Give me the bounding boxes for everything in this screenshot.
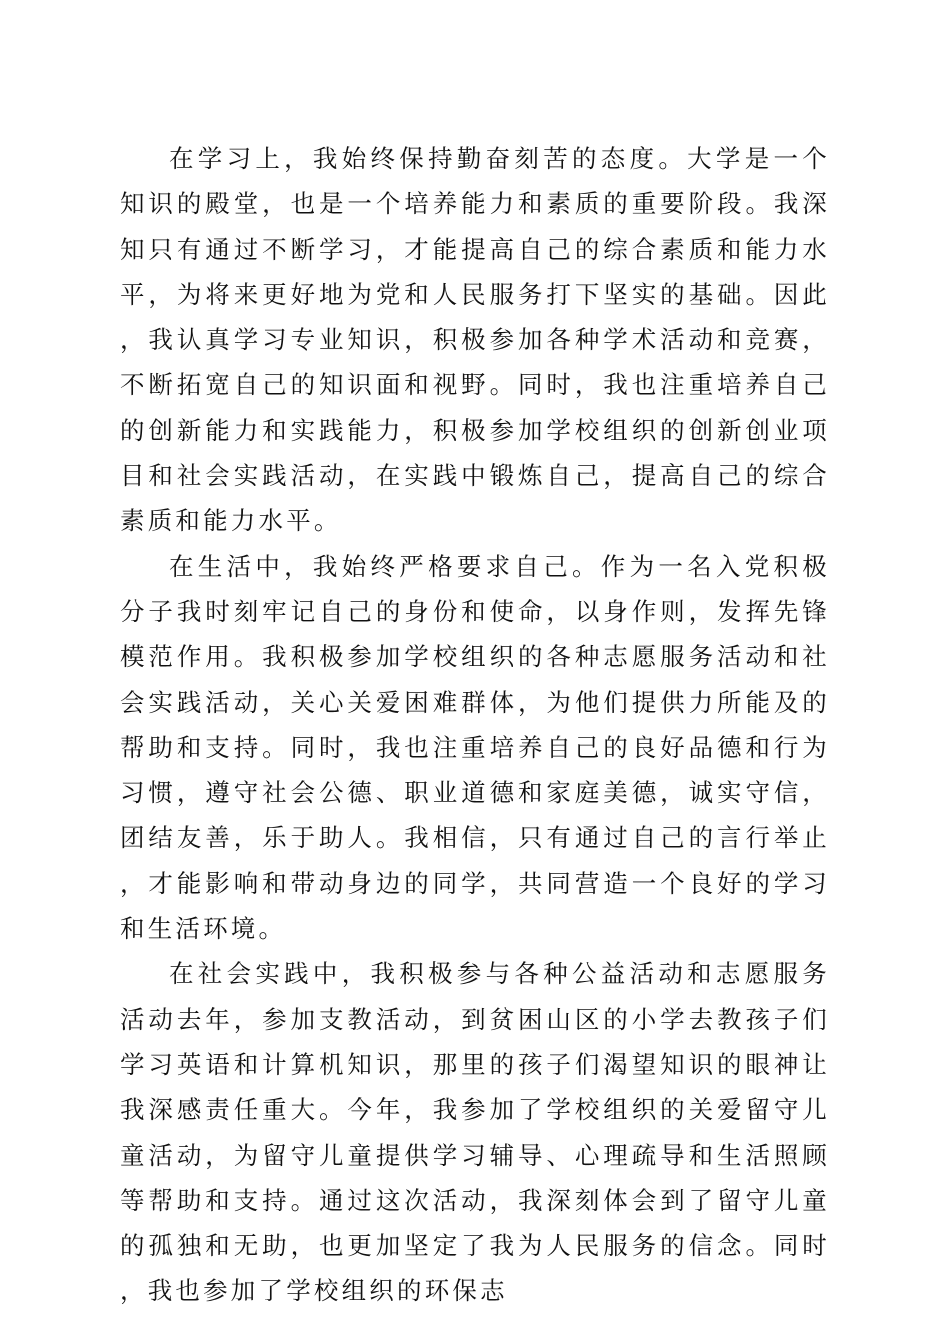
paragraph-life: 在生活中，我始终严格要求自己。作为一名入党积极分子我时刻牢记自己的身份和使命，以身作则，发挥先锋模范作用。我积极参加学校组织的各种志愿服务活动和社会实践活动，关心关爱困难群体，为他们提供力所能及的帮助和支持。同时，我也注重培养自己的良好品德和行为习惯，遵守社会公德、职业道德和家庭美德，诚实守信，团结友善，乐于助人。我相信，只有通过自己的言行举止，才能影响和带动身边的同学，共同营造一个良好的学习和生活环境。 [120, 551, 830, 944]
document-body [120, 136, 830, 1314]
paragraph-study: 在学习上，我始终保持勤奋刻苦的态度。大学是一个知识的殿堂，也是一个培养能力和素质的重要阶段。我深知只有通过不断学习，才能提高自己的综合素质和能力水平，为将来更好地为党和人民服务打下坚实的基础。因此，我认真学习专业知识，积极参加各种学术活动和竞赛，不断拓宽自己的知识面和视野。同时，我也注重培养自己的创新能力和实践能力，积极参加学校组织的创新创业项目和社会实践活动，在实践中锻炼自己，提高自己的综合素质和能力水平。 [120, 144, 830, 536]
paragraph-social-practice: 在社会实践中，我积极参与各种公益活动和志愿服务活动去年，参加支教活动，到贫困山区的小学去教孩子们学习英语和计算机知识，那里的孩子们渴望知识的眼神让我深感责任重大。今年，我参加了学校组织的关爱留守儿童活动，为留守儿童提供学习辅导、心理疏导和生活照顾等帮助和支持。通过这次活动，我深刻体会到了留守儿童的孤独和无助，也更加坚定了我为人民服务的信念。同时，我也参加了学校组织的环保志 [120, 959, 830, 1306]
